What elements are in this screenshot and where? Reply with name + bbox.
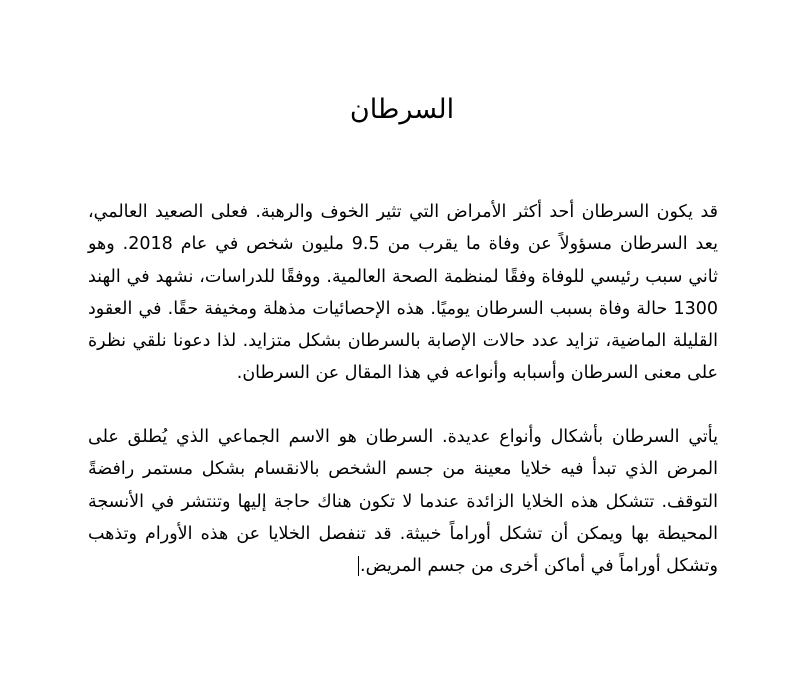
document-title: السرطان <box>349 94 455 125</box>
paragraph-definition-text: يأتي السرطان بأشكال وأنواع عديدة. السرطان هو الاسم الجماعي الذي يُطلق على المرض الذي تبدأ فيه خلايا معينة من جسم الشخص بالانقسام بشكل مستمر رافضةً التوقف. تتشكل هذه الخلايا الزائدة عندما لا تكون هناك حاجة إليها وتنتشر في الأنسجة المحيطة بها ويمكن أن تشكل أوراماً خبيثة. قد تنفصل الخلايا عن هذه الأورام وتذهب وتشكل أوراماً في أماكن أخرى من جسم المريض. <box>88 427 718 577</box>
text-cursor <box>358 556 359 576</box>
paragraph-intro[interactable]: قد يكون السرطان أحد أكثر الأمراض التي تثير الخوف والرهبة. فعلى الصعيد العالمي، يعد السرطان مسؤولاً عن وفاة ما يقرب من 9.5 مليون شخص في عام 2018. وهو ثاني سبب رئيسي للوفاة وفقًا لمنظمة الصحة العالمية. ووفقًا للدراسات، نشهد في الهند 1300 حالة وفاة بسبب السرطان يوميًا. هذه الإحصائيات مذهلة ومخيفة حقًا. في العقود القليلة الماضية، تزايد عدد حالات الإصابة بالسرطان بشكل متزايد. لذا دعونا نلقي نظرة على معنى السرطان وأسبابه وأنواعه في هذا المقال عن السرطان. <box>88 202 718 384</box>
paragraph-definition[interactable] <box>88 421 718 582</box>
